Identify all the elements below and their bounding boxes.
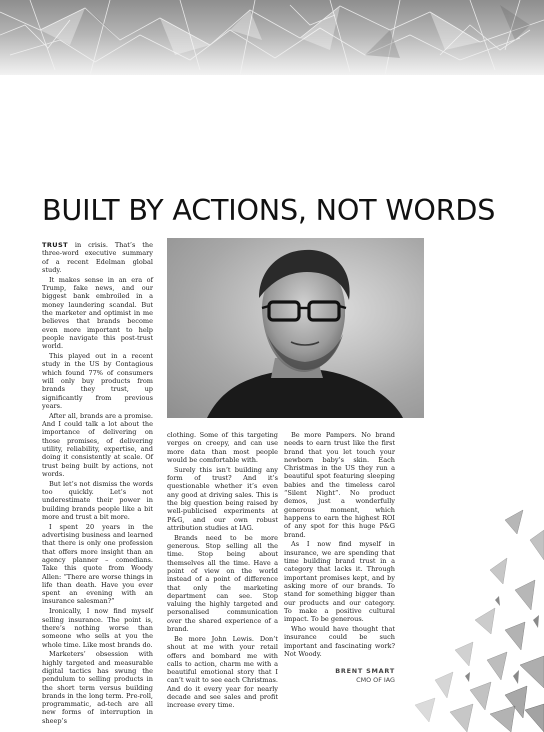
paragraph: Ironically, I now find myself selling insurance. The point is, there’s nothing worse than someone who sells at you the whole time. Like most brands do. [42, 607, 153, 649]
paragraph: After all, brands are a promise. And I could talk a lot about the importance of delivering on those promises, of delivering utility, reliability, expertise, and doing it consistently at scale. Of trust being built by actions, not words. [42, 411, 153, 478]
article-column-3 [284, 431, 395, 660]
paragraph: It makes sense in an era of Trump, fake news, and our biggest bank embroiled in a money laundering scandal. But the marketer and optimist in me believes that brands become even more important to help people navigate this post-trust world. [42, 275, 153, 351]
lead-paragraph [42, 241, 153, 274]
author-title: CMO OF IAG [356, 676, 395, 684]
paragraph: This played out in a recent study in the US by Contagious which found 77% of consumers will only buy products from brands they trust, up significantly from previous years. [42, 352, 153, 410]
author-portrait [167, 238, 424, 418]
glass-shards-decoration [395, 500, 544, 732]
paragraph: Who would have thought that insurance could be such important and fascinating work? Not Woody. [284, 625, 395, 658]
article-column-2 [167, 431, 278, 711]
paragraph: clothing. Some of this targeting verges on creepy, and can use more data than most people would be comfortable with. [167, 431, 278, 464]
paragraph: Be more John Lewis. Don’t shout at me with your retail offers and bombard me with calls to action, charm me with a beautiful emotional story that I can’t wait to see each Christmas. And do it every year for nearly decade and see sales and profit increase every time. [167, 634, 278, 710]
glass-shard-graphic [0, 0, 544, 75]
paragraph: Brands need to be more generous. Stop selling all the time. Stop being about themselves all the time. Have a point of view on the world instead of a point of difference that only the marketing department can see. Stop valuing the highly targeted and personalised communication over the shared experience of a brand. [167, 533, 278, 634]
lead-word: TRUST [42, 241, 69, 249]
paragraph: As I now find myself in insurance, we are spending that time building brand trust in a category that lacks it. Through important promises kept, and by asking more of our brands. To stand for something bigger than our products and our category. To make a positive cultural impact. To be generous. [284, 540, 395, 624]
paragraph: Be more Pampers. No brand needs to earn trust like the first brand that you let touch your newborn baby’s skin. Each Christmas in the US they run a beautiful spot featuring sleeping babies and the timeless carol “Silent Night”. No product demos, just a wonderfully generous moment, which happens to earn the highest ROI of any spot for this huge P&G brand. [284, 431, 395, 539]
paragraph: Marketers’ obsession with highly targeted and measurable digital tactics has swung the pendulum to selling products in the short term versus building brands in the long term. Pre-roll, programmatic, ad-tech are all new forms of interruption in sheep’s [42, 650, 153, 725]
lead-text: in crisis. That’s the three-word executive summary of a recent Edelman global study. [42, 241, 153, 274]
shattered-glass-banner [0, 0, 544, 75]
paragraph: Surely this isn’t building any form of trust? And it’s questionable whether it’s even any good at driving sales. This is the big question being raised by well-publicised experiments at P&G, and our own robust attribution studies at IAG. [167, 465, 278, 532]
author-byline [300, 667, 395, 685]
paragraph: I spent 20 years in the advertising business and learned that there is only one profession that offers more insight than an agency planner – comedians. Take this quote from Woody Allen: “There are worse things in life than death. Have you ever spent an evening with an insurance salesman?” [42, 522, 153, 606]
article-column-1 [42, 241, 153, 727]
article-headline: BUILT BY ACTIONS, NOT WORDS [42, 193, 496, 227]
author-name: BRENT SMART [335, 667, 395, 675]
portrait-illustration [167, 238, 424, 418]
paragraph: But let’s not dismiss the words too quickly. Let’s not underestimate their power in building brands people like a bit more and trust a bit more. [42, 479, 153, 521]
